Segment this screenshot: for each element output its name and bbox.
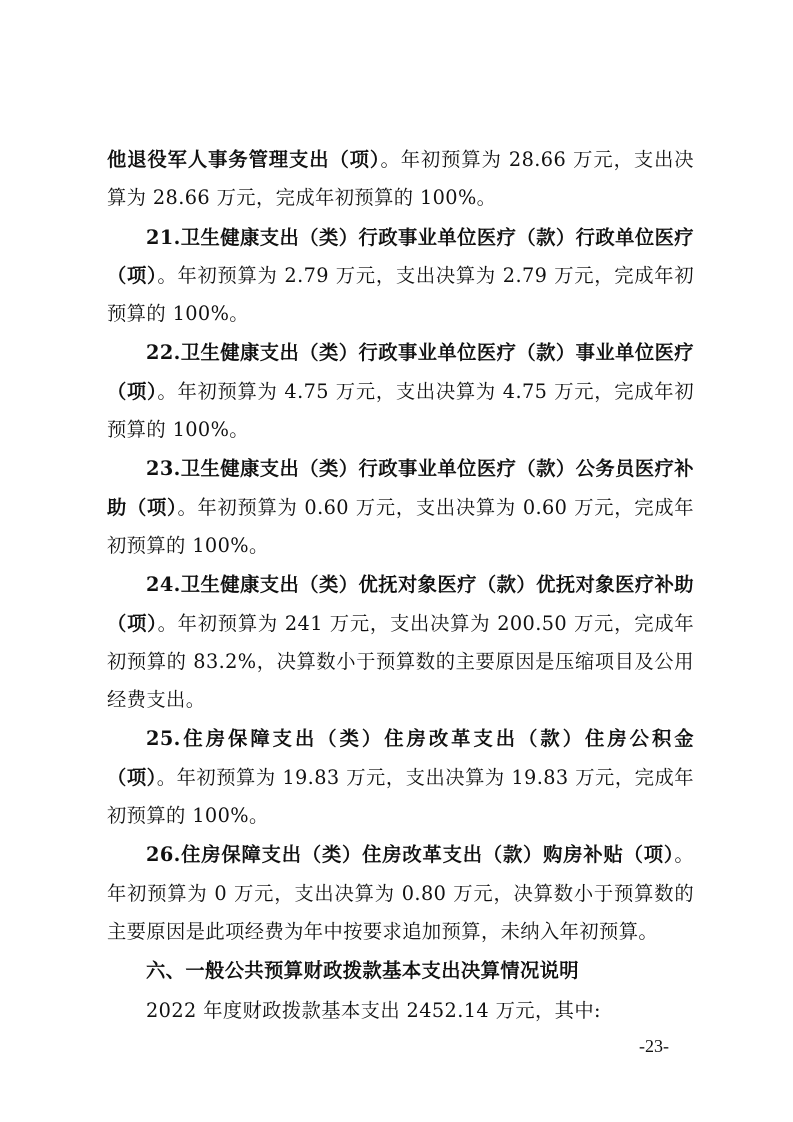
item-text: 。年初预算为 0 万元，支出决算为 0.80 万元，决算数小于预算数的主要原因是此项经费为年中按要求追加预算，未纳入年初预算。 [107, 843, 694, 943]
item-title: 22.卫生健康支出（类）行政事业单位医疗（款）事业单位医疗（项） [107, 341, 694, 403]
paragraph-24 [107, 566, 694, 719]
paragraph-21 [107, 219, 694, 334]
paragraph-23 [107, 450, 694, 565]
document-body [107, 141, 694, 1031]
page-number: -23- [639, 1036, 669, 1056]
item-text: 。年初预算为 4.75 万元，支出决算为 4.75 万元，完成年初预算的 100%。 [107, 379, 695, 442]
section-heading: 六、一般公共预算财政拨款基本支出决算情况说明 [146, 959, 579, 983]
item-title: 25.住房保障支出（类）住房改革支出（款）住房公积金（项） [107, 727, 694, 789]
item-title: 24.卫生健康支出（类）优抚对象医疗（款）优抚对象医疗补助（项） [107, 573, 694, 635]
item-text: 。年初预算为 0.60 万元，支出决算为 0.60 万元，完成年初预算的 100%。 [107, 495, 694, 557]
item-title: 23.卫生健康支出（类）行政事业单位医疗（款）公务员医疗补助（项） [107, 457, 694, 519]
item-text: 。年初预算为 19.83 万元，支出决算为 19.83 万元，完成年初预算的 100%。 [107, 765, 694, 828]
paragraph-26 [107, 836, 694, 951]
summary-line: 2022 年度财政拨款基本支出 2452.14 万元，其中: [146, 998, 601, 1022]
item-title: 他退役军人事务管理支出（项） [107, 148, 381, 171]
paragraph-22 [107, 334, 694, 449]
paragraph-25 [107, 720, 694, 835]
paragraph-20-continued [107, 141, 694, 218]
item-text: 。年初预算为 28.66 万元，支出决算为 28.66 万元，完成年初预算的 100%。 [107, 148, 694, 210]
item-title: 21.卫生健康支出（类）行政事业单位医疗（款）行政单位医疗（项） [107, 225, 694, 287]
item-text: 。年初预算为 2.79 万元，支出决算为 2.79 万元，完成年初预算的 100%。 [107, 263, 695, 326]
item-text: 。年初预算为 241 万元，支出决算为 200.50 万元，完成年初预算的 83.2%，决算数小于预算数的主要原因是压缩项目及公用经费支出。 [107, 611, 695, 712]
item-title: 26.住房保障支出（类）住房改革支出（款）购房补贴（项） [146, 843, 675, 867]
